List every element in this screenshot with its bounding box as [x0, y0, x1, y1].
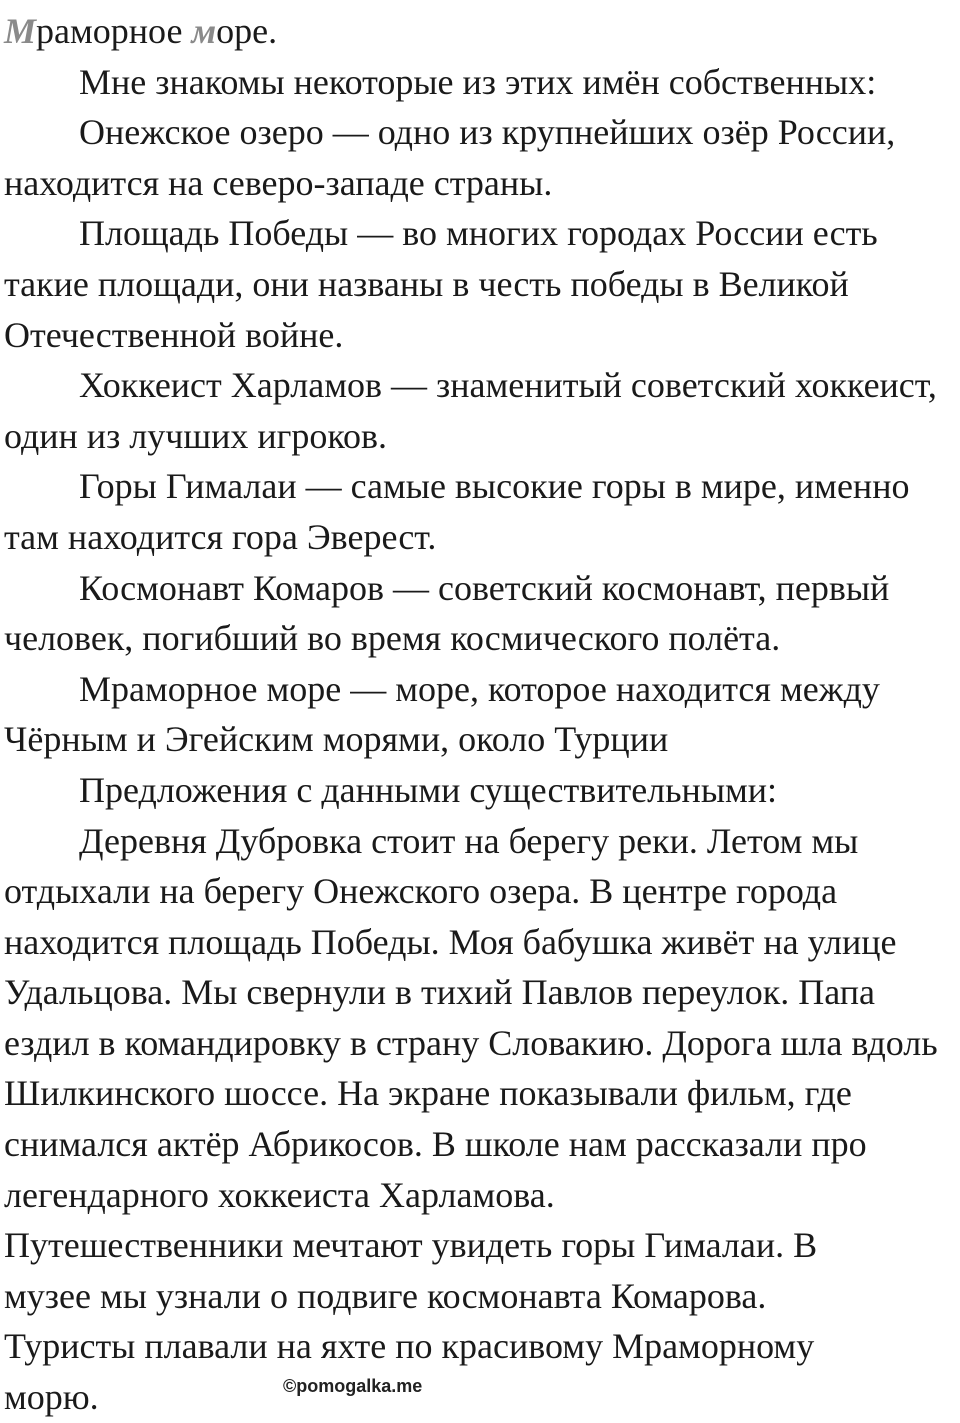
- paragraph: Мне знакомы некоторые из этих имён собственных:: [79, 61, 877, 102]
- text-line: морю.: [4, 1377, 99, 1418]
- paragraph: Деревня Дубровка стоит на берегу реки. Летом мы отдыхали на берегу Онежского озера. В центре города находится площадь Победы. Моя бабушка живёт на улице Удальцова. Мы свернули в тихий Павлов переулок. Папа ездил в командировку в страну Словакию. Дорога шла вдоль Шилкинского шоссе. На экране показывали фильм, где снимался актёр Абрикосов. В школе нам рассказали про легендарного хоккеиста Харламова.: [4, 820, 938, 1215]
- watermark: ©pomogalka.me: [283, 1376, 423, 1396]
- paragraph: Космонавт Комаров — советский космонавт, первый человек, погибший во время космического полёта.: [4, 567, 890, 659]
- paragraph: Мраморное море — море, которое находится между Чёрным и Эгейским морями, около Турции: [4, 668, 880, 760]
- document-body: [4, 0, 956, 1423]
- text-line: Туристы плавали на яхте по красивому Мраморному: [4, 1326, 815, 1367]
- highlighted-letter: м: [191, 11, 217, 51]
- highlighted-letter: М: [4, 11, 37, 51]
- paragraph: Предложения с данными существительными:: [79, 769, 778, 810]
- paragraph: Хоккеист Харламов — знаменитый советский хоккеист, один из лучших игроков.: [4, 365, 937, 456]
- text-line: музее мы узнали о подвиге космонавта Комарова.: [4, 1275, 767, 1316]
- text-line: Путешественники мечтают увидеть горы Гималаи. В: [4, 1225, 818, 1266]
- text-fragment: оре.: [216, 11, 278, 51]
- first-line: [4, 6, 956, 57]
- paragraph: Площадь Победы — во многих городах России есть такие площади, они названы в честь победы в Великой Отечественной войне.: [4, 213, 878, 355]
- text-fragment: раморное: [36, 11, 192, 51]
- paragraph: Онежское озеро — одно из крупнейших озёр России, находится на северо-западе страны.: [4, 112, 896, 203]
- paragraph: Горы Гималаи — самые высокие горы в мире, именно там находится гора Эверест.: [4, 466, 910, 557]
